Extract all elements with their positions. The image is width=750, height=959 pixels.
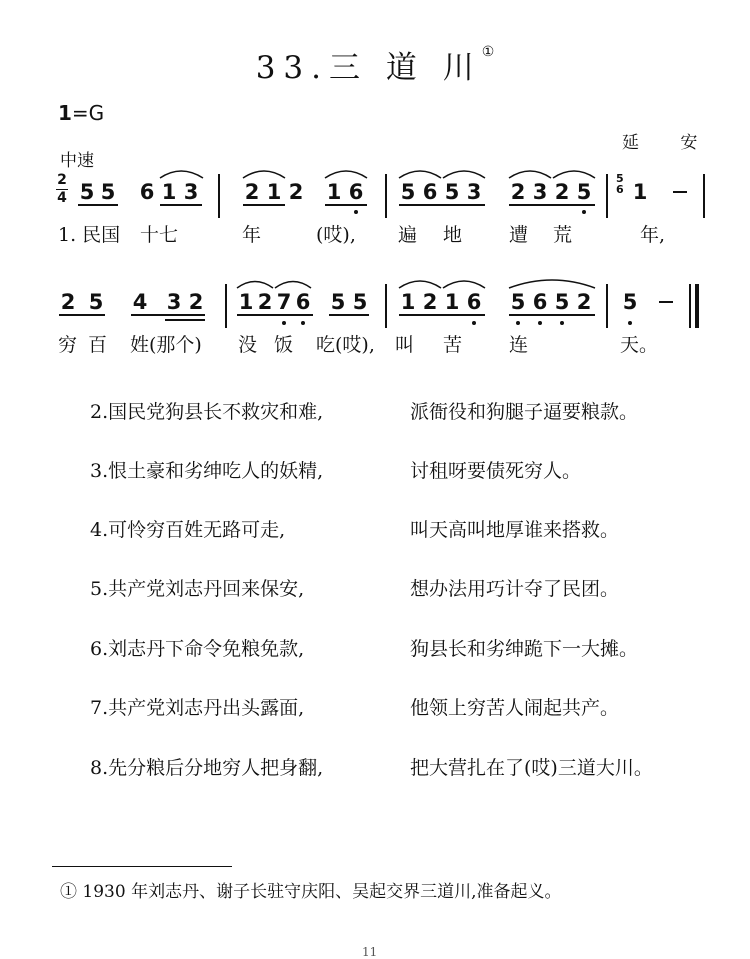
note: 1 — [238, 290, 254, 314]
verse-3-second: 讨租呀要债死穷人。 — [410, 460, 582, 482]
verse-7-first: 7.共产党刘志丹出头露面, — [90, 697, 305, 719]
note: 2 — [576, 290, 592, 314]
verse-2-first: 2.国民党狗县长不救灾和难, — [90, 401, 324, 423]
note: 5 — [88, 290, 104, 314]
lyric: 没 — [238, 334, 258, 356]
note: 1 — [400, 290, 416, 314]
lyric: 年, — [640, 224, 666, 246]
note: 2 — [60, 290, 76, 314]
note: 3 — [532, 180, 548, 204]
underline — [399, 314, 485, 316]
note: 1 — [326, 180, 342, 204]
lyric: (哎), — [316, 224, 356, 246]
underline — [59, 314, 105, 316]
lyric: 十七 — [140, 224, 179, 246]
hold-dash — [659, 301, 673, 303]
verse-6-second: 狗县长和劣绅跪下一大摊。 — [410, 638, 639, 660]
underline — [509, 314, 595, 316]
verse-3-first: 3.恨土豪和劣绅吃人的妖精, — [90, 460, 324, 482]
slur — [160, 171, 203, 178]
lyric: 叫 — [395, 334, 415, 356]
low-dot — [538, 321, 542, 325]
lyric: 1. 民国 — [58, 224, 121, 246]
note: 5 — [352, 290, 368, 314]
key-signature — [58, 101, 104, 125]
note: 5 — [79, 180, 95, 204]
lyric: 遭 — [509, 224, 529, 246]
note: 2 — [288, 180, 304, 204]
note: 3 — [466, 180, 482, 204]
underline — [165, 319, 205, 321]
underline — [243, 204, 285, 206]
slur — [399, 171, 441, 178]
note: 6 — [466, 290, 482, 314]
note: 5 — [554, 290, 570, 314]
lyric: 荒 — [553, 224, 573, 246]
lyric: 吃(哎), — [316, 334, 375, 356]
note: 1 — [444, 290, 460, 314]
note: 6 — [139, 180, 155, 204]
note: 2 — [422, 290, 438, 314]
key-g: =G — [71, 101, 105, 125]
footnote: ① 1930 年刘志丹、谢子长驻守庆阳、吴起交界三道川,准备起义。 — [60, 882, 562, 902]
key-one: 1 — [58, 101, 72, 125]
song-title — [0, 42, 750, 87]
verse-7-second: 他领上穷苦人闹起共产。 — [410, 697, 620, 719]
ts-bottom: 4 — [57, 190, 67, 206]
lyric: 苦 — [443, 334, 463, 356]
low-dot — [354, 210, 358, 214]
low-dot — [582, 210, 586, 214]
slur — [275, 282, 311, 289]
lyric: 地 — [443, 224, 463, 246]
verse-5-first: 5.共产党刘志丹回来保安, — [90, 578, 305, 600]
page-number: 11 — [362, 945, 378, 959]
note: 6 — [295, 290, 311, 314]
note: 3 — [183, 180, 199, 204]
slur — [325, 171, 367, 178]
low-dot — [516, 321, 520, 325]
note: 6 — [532, 290, 548, 314]
verse-6-first: 6.刘志丹下命令免粮免款, — [90, 638, 305, 660]
lyric: 年 — [242, 224, 262, 246]
note: 3 — [166, 290, 182, 314]
lyric: 天。 — [620, 334, 659, 356]
underline — [399, 204, 485, 206]
slur — [509, 171, 551, 178]
note: 6 — [422, 180, 438, 204]
region-label: 延 安 — [622, 133, 716, 153]
verse-4-first: 4.可怜穷百姓无路可走, — [90, 519, 286, 541]
note: 1 — [161, 180, 177, 204]
underline — [329, 314, 369, 316]
grace-note: 5 — [616, 172, 624, 185]
slur-marks — [0, 162, 750, 182]
slur — [399, 281, 441, 288]
note: 2 — [244, 180, 260, 204]
note: 6 — [348, 180, 364, 204]
note: 1 — [266, 180, 282, 204]
verse-4-second: 叫天高叫地厚谁来搭救。 — [410, 519, 620, 541]
song-name: 三 道 川 — [329, 50, 482, 86]
note: 2 — [257, 290, 273, 314]
verse-5-second: 想办法用巧计夺了民团。 — [410, 578, 620, 600]
underline — [131, 314, 205, 316]
underline — [237, 314, 313, 316]
grace-note-2: 6 — [616, 183, 624, 196]
slur — [553, 171, 595, 178]
lyric: 遍 — [398, 224, 418, 246]
note: 5 — [330, 290, 346, 314]
note: 5 — [100, 180, 116, 204]
underline — [509, 204, 595, 206]
note: 5 — [576, 180, 592, 204]
low-dot — [282, 321, 286, 325]
lyric: 百 — [88, 334, 108, 356]
ts-top: 2 — [57, 172, 67, 188]
low-dot — [628, 321, 632, 325]
underline — [160, 204, 202, 206]
lyric: 饭 — [274, 334, 294, 356]
notation-line-1 — [0, 172, 750, 220]
lyric: 连 — [509, 334, 529, 356]
notation-line-2 — [0, 290, 750, 330]
song-number: 33. — [255, 50, 330, 86]
note: 7 — [276, 290, 292, 314]
slur — [443, 281, 485, 288]
underline — [325, 204, 367, 206]
slur — [509, 280, 595, 288]
hold-dash — [673, 191, 687, 193]
slur — [237, 282, 273, 289]
note: 2 — [188, 290, 204, 314]
lyric: 穷 — [58, 334, 78, 356]
verse-8-first: 8.先分粮后分地穷人把身翻, — [90, 757, 324, 779]
note: 5 — [510, 290, 526, 314]
low-dot — [560, 321, 564, 325]
footnote-divider — [52, 866, 232, 867]
note: 1 — [632, 180, 648, 204]
note: 2 — [554, 180, 570, 204]
slur — [243, 171, 285, 178]
lyrics-line-2 — [0, 330, 750, 358]
note: 2 — [510, 180, 526, 204]
verse-2-second: 派衙役和狗腿子逼要粮款。 — [410, 401, 639, 423]
underline — [78, 204, 118, 206]
note: 4 — [132, 290, 148, 314]
note: 5 — [400, 180, 416, 204]
slur — [443, 171, 485, 178]
note: 5 — [622, 290, 638, 314]
tempo-marking: 中速 — [60, 151, 94, 171]
footnote-mark: ① — [481, 44, 495, 60]
note: 5 — [444, 180, 460, 204]
low-dot — [472, 321, 476, 325]
lyrics-line-1 — [0, 220, 750, 248]
lyric: 姓(那个) — [130, 334, 202, 356]
low-dot — [301, 321, 305, 325]
verse-8-second: 把大营扎在了(哎)三道大川。 — [410, 757, 653, 779]
slur-marks — [0, 272, 750, 292]
